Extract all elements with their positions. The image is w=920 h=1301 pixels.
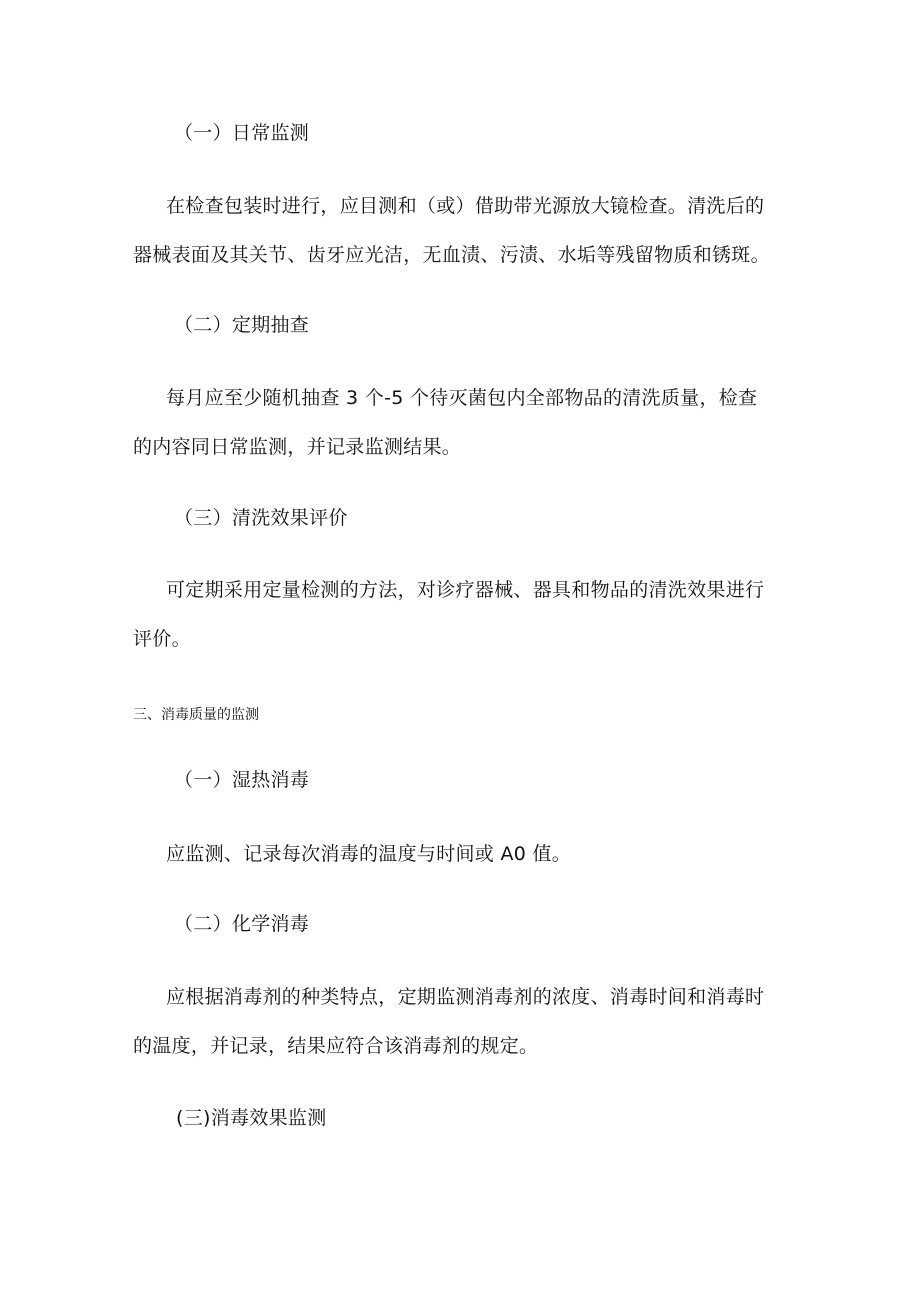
heading-periodic-check: （二）定期抽查 xyxy=(174,314,310,336)
heading-cleaning-evaluation: （三）清洗效果评价 xyxy=(174,507,348,529)
paragraph-chemical-line-2: 的温度，并记录，结果应符合该消毒剂的规定。 xyxy=(133,1035,539,1057)
paragraph-chemical-line-1: 应根据消毒剂的种类特点，定期监测消毒剂的浓度、消毒时间和消毒时 xyxy=(166,986,765,1008)
section-heading-disinfection-quality: 三、消毒质量的监测 xyxy=(133,707,259,723)
heading-chemical-disinfection: （二）化学消毒 xyxy=(174,913,310,935)
paragraph-periodic-line-1: 每月应至少随机抽查 3 个-5 个待灭菌包内全部物品的清洗质量，检查 xyxy=(166,387,758,409)
heading-daily-monitoring: （一）日常监测 xyxy=(174,122,310,144)
paragraph-evaluation-line-2: 评价。 xyxy=(133,628,191,650)
paragraph-daily-line-1: 在检查包装时进行，应目测和（或）借助带光源放大镜检查。清洗后的 xyxy=(166,195,765,217)
paragraph-moist-heat: 应监测、记录每次消毒的温度与时间或 A0 值。 xyxy=(166,843,572,865)
paragraph-evaluation-line-1: 可定期采用定量检测的方法，对诊疗器械、器具和物品的清洗效果进行 xyxy=(166,579,765,601)
heading-moist-heat-disinfection: （一）湿热消毒 xyxy=(174,769,310,791)
heading-disinfection-effect-monitoring: (三)消毒效果监测 xyxy=(176,1107,327,1129)
paragraph-periodic-line-2: 的内容同日常监测，并记录监测结果。 xyxy=(133,436,462,458)
paragraph-daily-line-2: 器械表面及其关节、齿牙应光洁，无血渍、污渍、水垢等残留物质和锈斑。 xyxy=(133,244,770,266)
